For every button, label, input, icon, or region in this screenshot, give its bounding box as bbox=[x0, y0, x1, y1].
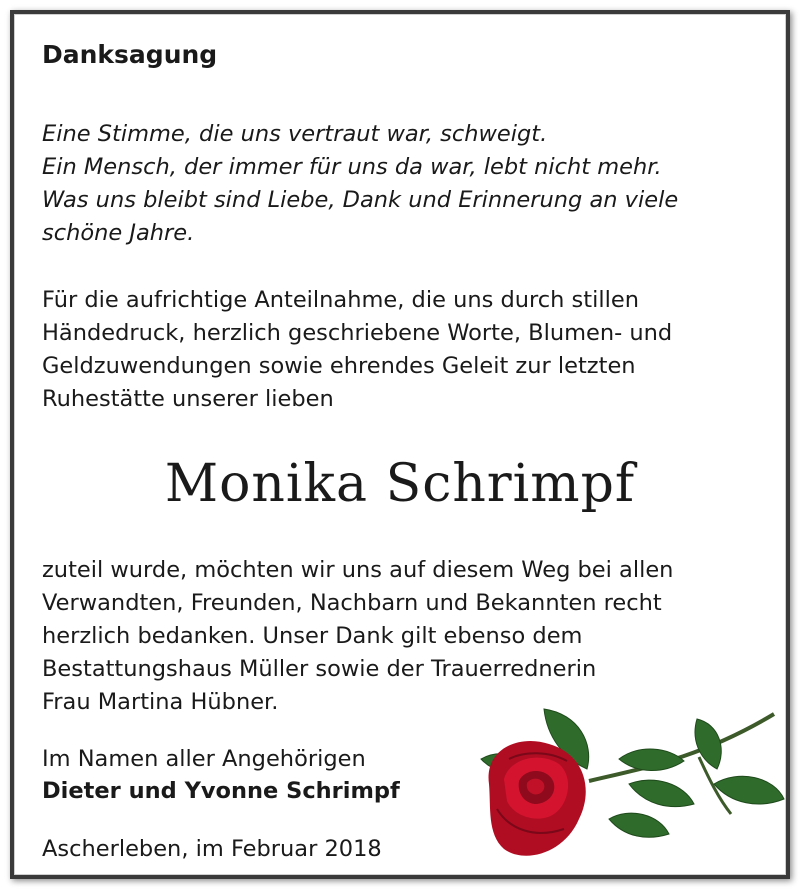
obituary-notice bbox=[10, 10, 790, 879]
paragraph-line: Frau Martina Hübner. bbox=[42, 689, 279, 715]
heading: Danksagung bbox=[42, 40, 218, 69]
paragraph-line: Händedruck, herzlich geschriebene Worte, Blumen- und bbox=[42, 320, 673, 346]
signers: Dieter und Yvonne Schrimpf bbox=[42, 778, 400, 804]
paragraph-line: herzlich bedanken. Unser Dank gilt ebenso dem bbox=[42, 623, 583, 649]
poem-line: Was uns bleibt sind Liebe, Dank und Erinnerung an viele bbox=[42, 187, 679, 213]
paragraph-line: zuteil wurde, möchten wir uns auf diesem Weg bei allen bbox=[42, 557, 674, 583]
rose-icon bbox=[469, 689, 789, 879]
poem-line: Eine Stimme, die uns vertraut war, schweigt. bbox=[42, 121, 548, 147]
paragraph-line: Für die aufrichtige Anteilnahme, die uns durch stillen bbox=[42, 287, 639, 313]
paragraph-line: Verwandten, Freunden, Nachbarn und Bekannten recht bbox=[42, 590, 662, 616]
deceased-name: Monika Schrimpf bbox=[164, 454, 636, 514]
place-date: Ascherleben, im Februar 2018 bbox=[42, 836, 382, 862]
paragraph-line: Ruhestätte unserer lieben bbox=[42, 386, 334, 412]
thanks-paragraph-1 bbox=[42, 284, 672, 416]
poem bbox=[42, 118, 678, 250]
signature-intro: Im Namen aller Angehörigen bbox=[42, 746, 366, 772]
poem-line: Ein Mensch, der immer für uns da war, lebt nicht mehr. bbox=[42, 154, 662, 180]
paragraph-line: Bestattungshaus Müller sowie der Trauerrednerin bbox=[42, 656, 597, 682]
paragraph-line: Geldzuwendungen sowie ehrendes Geleit zur letzten bbox=[42, 353, 636, 379]
poem-line: schöne Jahre. bbox=[42, 220, 195, 246]
